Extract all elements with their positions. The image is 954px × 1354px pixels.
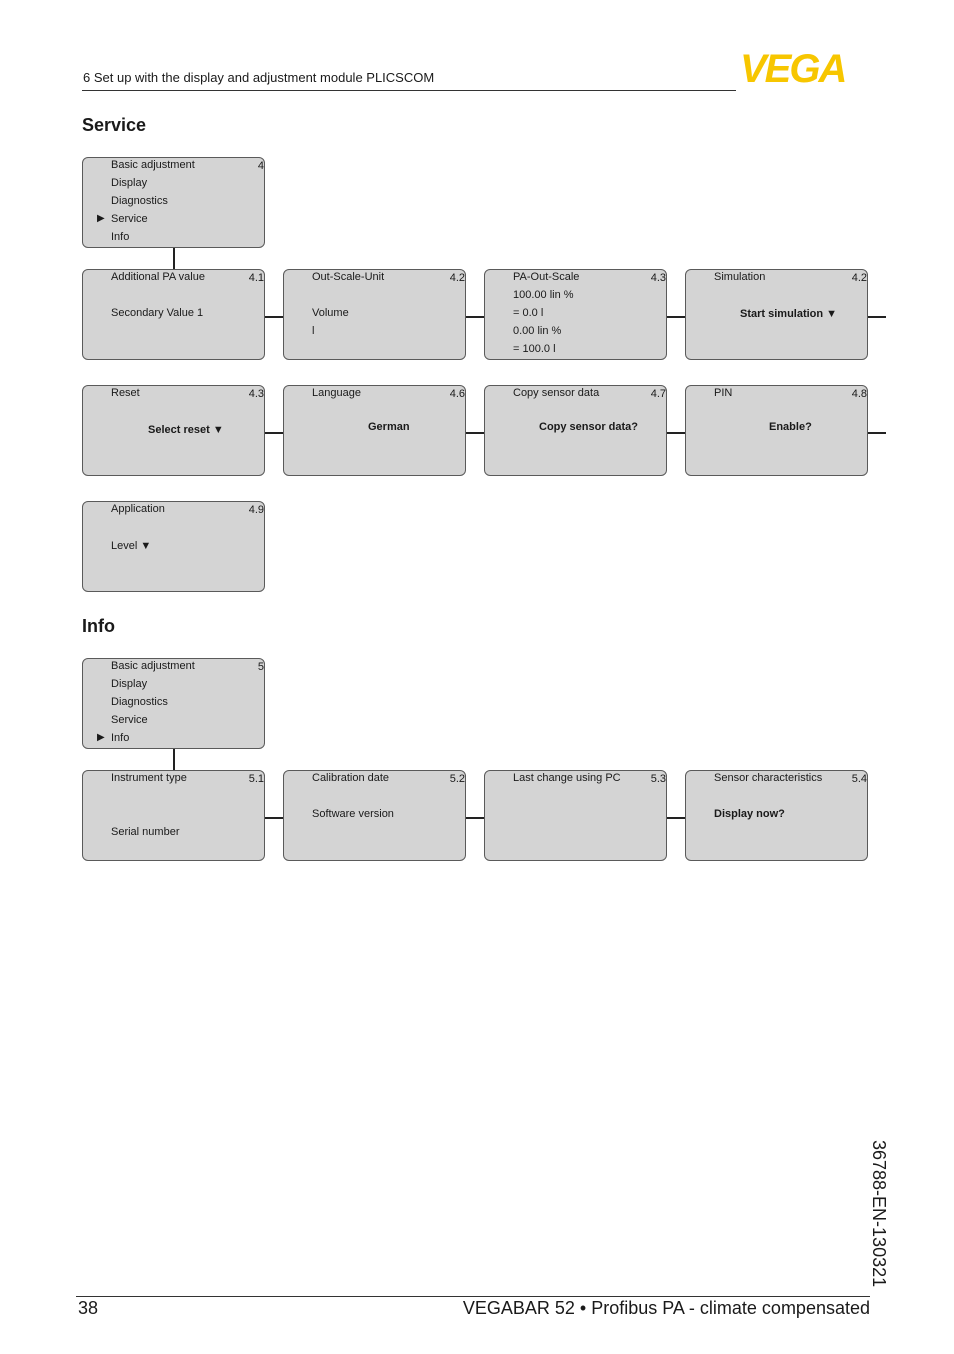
service-menu-box — [82, 157, 265, 248]
header-rule — [82, 90, 736, 91]
connector-line — [466, 817, 484, 819]
menu-item-info: Info — [111, 732, 130, 744]
menu-item-basic-adjustment: Basic adjustment — [111, 660, 195, 672]
box-copy-sensor-data — [484, 385, 667, 476]
box-number: 4.3 — [650, 272, 666, 284]
box-label: Language — [312, 387, 361, 399]
chapter-header: 6 Set up with the display and adjustment module PLICSCOM — [83, 70, 435, 85]
footer-rule — [76, 1296, 870, 1297]
box-label: Calibration date — [312, 772, 390, 784]
box-number: 4.8 — [851, 388, 867, 400]
menu-item-service: Service — [111, 213, 148, 225]
menu-item-diagnostics: Diagnostics — [111, 696, 168, 708]
menu-item-info: Info — [111, 231, 130, 243]
box-number: 4.6 — [449, 388, 465, 400]
connector-line — [265, 316, 283, 318]
box-action: Display now? — [714, 808, 785, 820]
info-title: Info — [82, 616, 115, 636]
box-number: 5.4 — [851, 773, 867, 785]
box-calibration-date — [283, 770, 466, 861]
box-number: 5.3 — [650, 773, 666, 785]
connector-line — [667, 817, 685, 819]
box-value: Level ▼ — [111, 540, 152, 552]
box-value: Secondary Value 1 — [111, 307, 204, 319]
box-number: 5.1 — [248, 773, 264, 785]
box-label: Additional PA value — [111, 271, 205, 283]
box-value: = 0.0 l — [513, 307, 544, 319]
box-label: PA-Out-Scale — [513, 271, 580, 283]
box-action: Copy sensor data? — [539, 421, 639, 433]
box-label: Copy sensor data — [513, 387, 600, 399]
document-number: 36788-EN-130321 — [869, 1140, 889, 1288]
box-label: Sensor characteristics — [714, 772, 823, 784]
box-value: 0.00 lin % — [513, 325, 562, 337]
box-unit: l — [312, 325, 315, 337]
selection-arrow-icon: ▶ — [97, 213, 105, 224]
menu-number: 4 — [257, 160, 264, 172]
page-number: 38 — [78, 1298, 99, 1318]
box-label: Last change using PC — [513, 772, 621, 784]
connector-line — [667, 316, 685, 318]
box-action: Enable? — [769, 421, 812, 433]
box-action: German — [368, 421, 410, 433]
svg-text:VEGA: VEGA — [740, 50, 846, 86]
selection-arrow-icon: ▶ — [97, 732, 105, 743]
box-value: = 100.0 l — [513, 343, 556, 355]
box-last-change — [484, 770, 667, 861]
service-title: Service — [82, 115, 147, 135]
box-application — [82, 501, 265, 592]
box-additional-pa-value — [82, 269, 265, 360]
connector-line — [265, 817, 283, 819]
box-action: Start simulation ▼ — [740, 308, 838, 320]
footer-title: VEGABAR 52 • Profibus PA - climate compensated — [462, 1298, 870, 1318]
menu-item-display: Display — [111, 177, 148, 189]
box-sensor-characteristics — [685, 770, 868, 861]
box-number: 4.2 — [449, 272, 465, 284]
vega-logo — [740, 50, 874, 86]
connector-line — [667, 432, 685, 434]
menu-item-service: Service — [111, 714, 148, 726]
connector-line — [466, 316, 484, 318]
connector-line — [868, 316, 886, 318]
box-reset — [82, 385, 265, 476]
box-number: 4.1 — [248, 272, 264, 284]
box-label: PIN — [714, 387, 733, 399]
box-number: 4.3 — [248, 388, 264, 400]
box-pa-out-scale — [484, 269, 667, 360]
menu-item-basic-adjustment: Basic adjustment — [111, 159, 195, 171]
box-instrument-type — [82, 770, 265, 861]
box-number: 4.7 — [650, 388, 666, 400]
box-value: Software version — [312, 808, 394, 820]
connector-line — [173, 248, 175, 269]
box-label: Application — [111, 503, 165, 515]
connector-line — [868, 432, 886, 434]
box-value: Volume — [312, 307, 349, 319]
box-value: Serial number — [111, 826, 180, 838]
connector-line — [173, 749, 175, 770]
menu-number: 5 — [257, 661, 264, 673]
box-out-scale-unit — [283, 269, 466, 360]
connector-line — [466, 432, 484, 434]
menu-item-display: Display — [111, 678, 148, 690]
box-label: Out-Scale-Unit — [312, 271, 385, 283]
box-label: Instrument type — [111, 772, 187, 784]
box-simulation — [685, 269, 868, 360]
info-menu-box — [82, 658, 265, 749]
box-value: 100.00 lin % — [513, 289, 574, 301]
box-number: 5.2 — [449, 773, 465, 785]
box-label: Simulation — [714, 271, 766, 283]
box-action: Select reset ▼ — [148, 424, 224, 436]
box-number: 4.9 — [248, 504, 264, 516]
box-pin — [685, 385, 868, 476]
box-number: 4.2 — [851, 272, 867, 284]
box-label: Reset — [111, 387, 140, 399]
box-language — [283, 385, 466, 476]
connector-line — [265, 432, 283, 434]
menu-item-diagnostics: Diagnostics — [111, 195, 168, 207]
